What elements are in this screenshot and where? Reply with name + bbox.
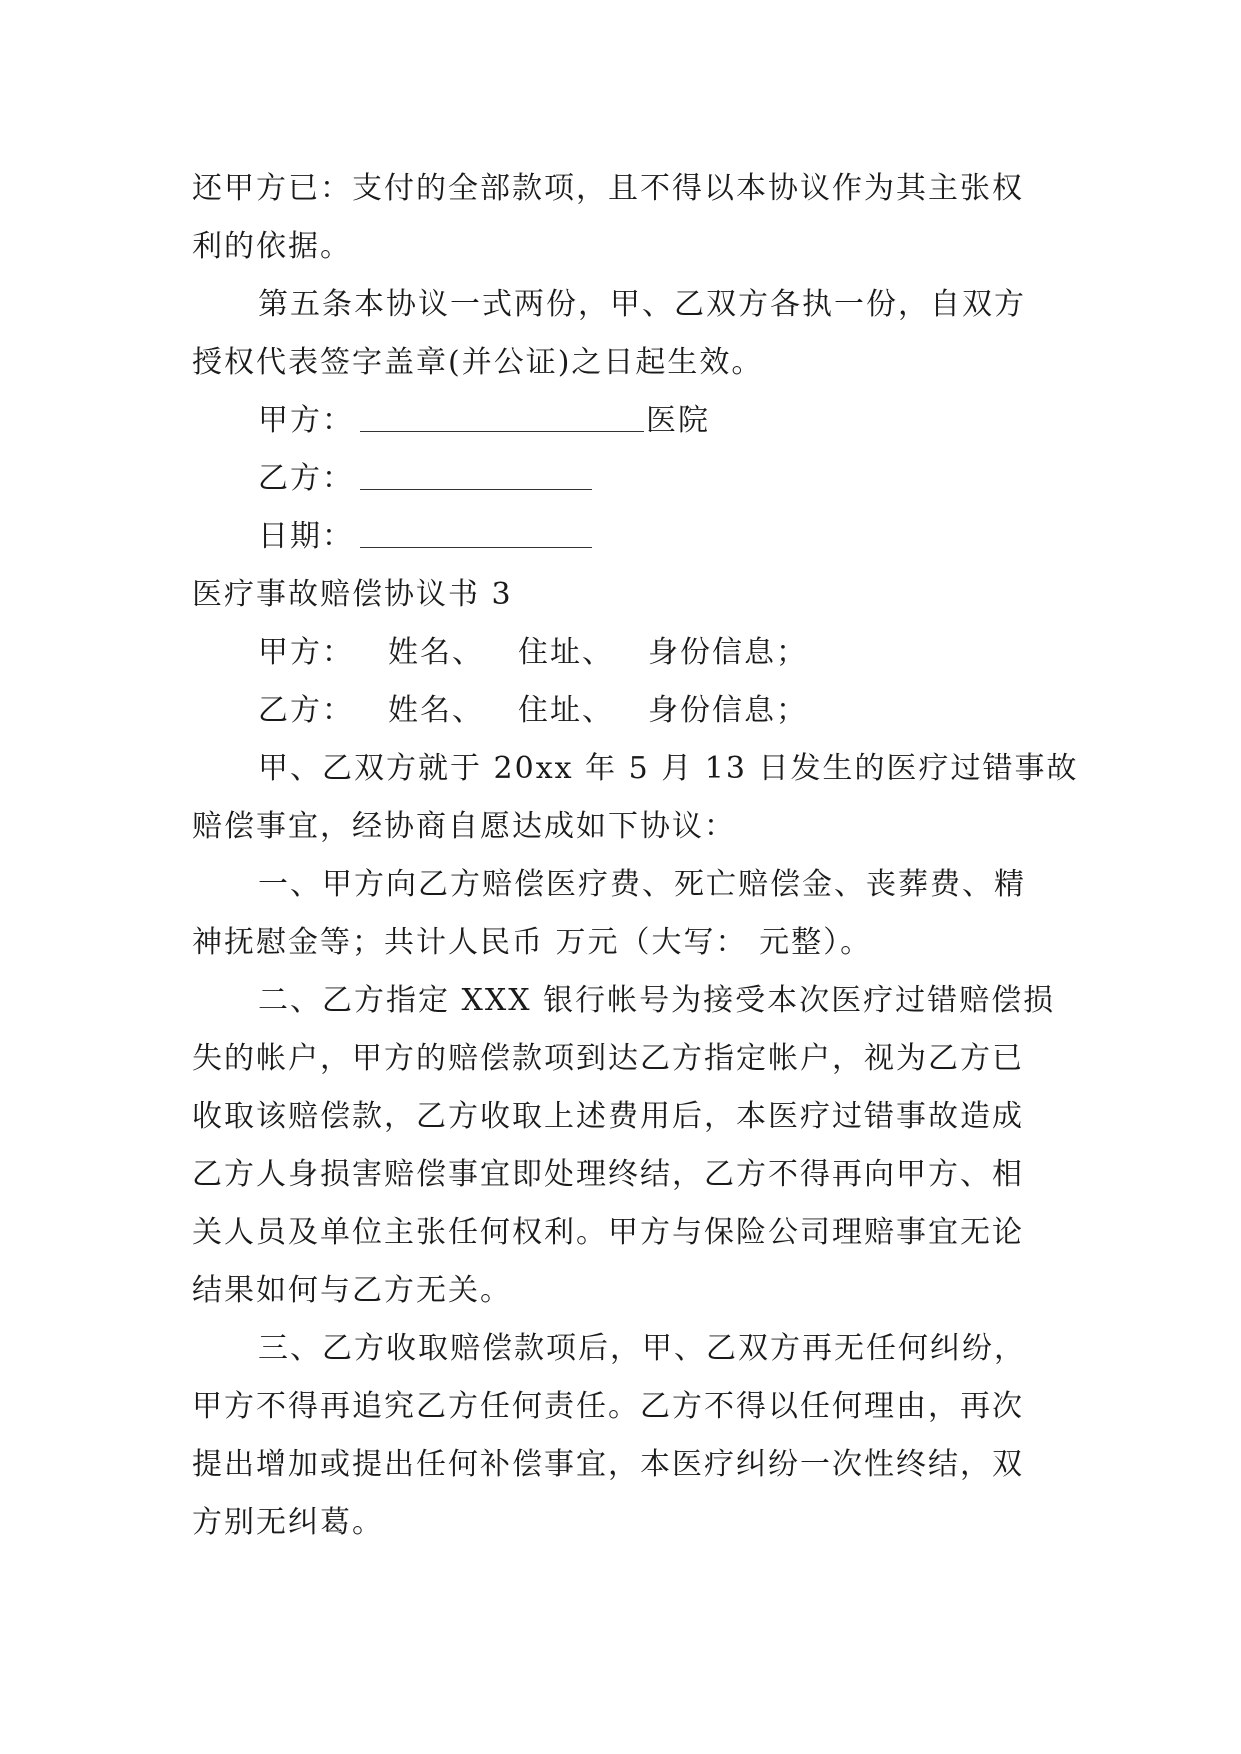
party-b-info-label: 乙方： [258, 693, 354, 728]
intro-line: 赔偿事宜，经协商自愿达成如下协议： [192, 809, 736, 844]
party-b-info [192, 682, 1052, 740]
party-b-blank-line [360, 459, 592, 490]
clause-two-line: 乙方人身损害赔偿事宜即处理终结，乙方不得再向甲方、相 [192, 1157, 1024, 1192]
paragraph-line: 利的依据。 [192, 229, 352, 264]
clause-three-line: 方别无纠葛。 [192, 1505, 384, 1540]
paragraph-line: 还甲方已：支付的全部款项，且不得以本协议作为其主张权 [192, 171, 1024, 206]
clause-one-line: 一、甲方向乙方赔偿医疗费、死亡赔偿金、丧葬费、精 [258, 867, 1026, 902]
party-b-id-info: 身份信息； [648, 693, 808, 728]
intro-line: 甲、乙双方就于 20xx 年 5 月 13 日发生的医疗过错事故 [258, 751, 1079, 786]
clause-two-line: 二、乙方指定 XXX 银行帐号为接受本次医疗过错赔偿损 [258, 983, 1056, 1018]
party-b-label: 乙方： [258, 461, 354, 496]
article-five-line: 授权代表签字盖章(并公证)之日起生效。 [192, 345, 764, 380]
date-blank-line [360, 517, 592, 548]
clause-two-line: 收取该赔偿款，乙方收取上述费用后，本医疗过错事故造成 [192, 1099, 1024, 1134]
section-heading: 医疗事故赔偿协议书 3 [192, 577, 513, 612]
party-a-info [192, 624, 1052, 682]
clause-one-line: 神抚慰金等；共计人民币 万元（大写： 元整）。 [192, 925, 873, 960]
clause-two-line: 失的帐户，甲方的赔偿款项到达乙方指定帐户，视为乙方已 [192, 1041, 1024, 1076]
document-body [192, 160, 1079, 1552]
party-a-address: 住址、 [518, 635, 614, 670]
party-b-name: 姓名、 [388, 693, 484, 728]
article-five-line: 第五条本协议一式两份，甲、乙双方各执一份，自双方 [258, 287, 1026, 322]
signature-party-a [192, 392, 1052, 450]
party-b-address: 住址、 [518, 693, 614, 728]
party-a-id-info: 身份信息； [648, 635, 808, 670]
signature-party-b [192, 450, 1052, 508]
party-a-info-label: 甲方： [258, 635, 354, 670]
date-label: 日期： [258, 519, 354, 554]
clause-three-line: 甲方不得再追究乙方任何责任。乙方不得以任何理由，再次 [192, 1389, 1024, 1424]
clause-three-line: 提出增加或提出任何补偿事宜，本医疗纠纷一次性终结，双 [192, 1447, 1024, 1482]
clause-two-line: 结果如何与乙方无关。 [192, 1273, 512, 1308]
party-a-suffix: 医院 [646, 403, 710, 438]
party-a-name: 姓名、 [388, 635, 484, 670]
signature-date [192, 508, 1052, 566]
clause-two-line: 关人员及单位主张任何权利。甲方与保险公司理赔事宜无论 [192, 1215, 1024, 1250]
party-a-blank-line [360, 401, 644, 432]
party-a-label: 甲方： [258, 403, 354, 438]
clause-three-line: 三、乙方收取赔偿款项后，甲、乙双方再无任何纠纷， [258, 1331, 1026, 1366]
